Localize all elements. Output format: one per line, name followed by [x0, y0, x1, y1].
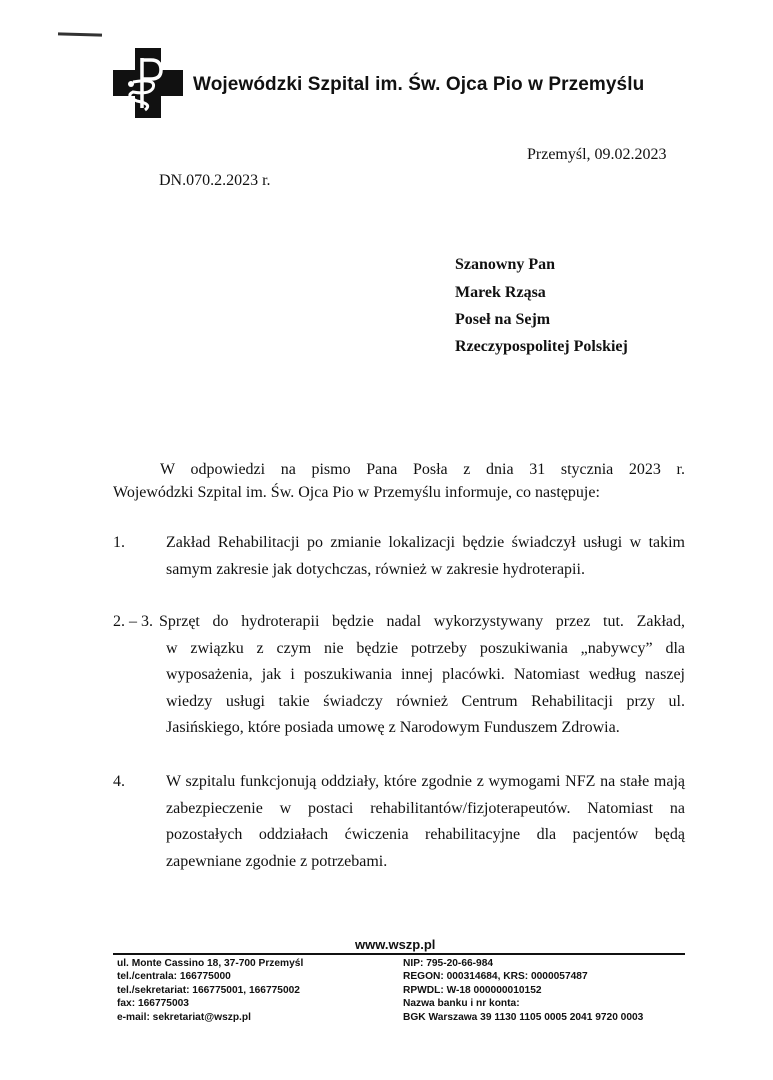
list-item-number: 2. – 3.	[113, 613, 153, 630]
footer-rpwdl: RPWDL: W-18 000000010152	[403, 984, 542, 996]
list-item-text: W szpitalu funkcjonują oddziały, które zgodnie z wymogami NFZ na stałe mają zabezpieczenie w postaci rehabilitantów/fizjoterapeutów. Natomiast na pozostałych oddziałach ćwiczenia rehabilitacyjne dla pacjentów będą zapewniane zgodnie z potrzebami.	[166, 773, 685, 870]
footer-website: www.wszp.pl	[355, 937, 436, 952]
list-item-text: w związku z czym nie będzie potrzeby poszukiwania „nabywcy” dla wyposażenia, jak i poszukiwania innej placówki. Natomiast według naszej wiedzy usługi takie świadczy również Centrum Rehabilitacji przy ul. Jasińskiego, które posiada umowę z Narodowym Funduszem Zdrowia.	[166, 639, 685, 736]
footer-bank-label: Nazwa banku i nr konta:	[403, 998, 520, 1010]
footer-address: ul. Monte Cassino 18, 37-700 Przemyśl	[117, 958, 304, 969]
footer-contact-info	[117, 957, 303, 1024]
scan-mark	[58, 32, 102, 36]
footer-divider	[113, 953, 685, 955]
footer-fax: fax: 166775003	[117, 998, 189, 1010]
addressee-title: Poseł na Sejm	[455, 311, 551, 328]
reference-number: DN.070.2.2023 r.	[159, 172, 271, 189]
addressee-salutation: Szanowny Pan	[455, 256, 556, 273]
list-item-first-line: Sprzęt do hydroterapii będzie nadal wykorzystywany przez tut. Zakład,	[159, 613, 685, 630]
footer-nip: NIP: 795-20-66-984	[403, 958, 494, 969]
list-item-number: 1.	[113, 534, 125, 551]
list-item-number: 4.	[113, 773, 125, 790]
intro-line-1: W odpowiedzi na pismo Pana Posła z dnia 31 stycznia 2023 r.	[160, 461, 685, 478]
addressee-country: Rzeczypospolitej Polskiej	[455, 338, 628, 355]
footer-phone-central: tel./centrala: 166775000	[117, 971, 231, 983]
footer-bank-account: BGK Warszawa 39 1130 1105 0005 2041 9720 0003	[403, 1011, 644, 1023]
list-item-text: Zakład Rehabilitacji po zmianie lokalizacji będzie świadczył usługi w takim samym zakresie jak dotychczas, również w zakresie hydroterapii.	[166, 534, 685, 578]
footer-registry-info	[403, 957, 643, 1024]
list-item	[113, 609, 685, 769]
letter-date: Przemyśl, 09.02.2023	[527, 146, 667, 163]
addressee-name: Marek Rząsa	[455, 284, 546, 301]
footer-phone-secretariat: tel./sekretariat: 166775001, 166775002	[117, 984, 300, 996]
list-item	[113, 769, 685, 879]
footer-regon-krs: REGON: 000314684, KRS: 0000057487	[403, 971, 588, 983]
footer-email: e-mail: sekretariat@wszp.pl	[117, 1011, 251, 1023]
list-item	[113, 530, 685, 610]
intro-line-2: Wojewódzki Szpital im. Św. Ojca Pio w Przemyślu informuje, co następuje:	[113, 484, 600, 501]
caduceus-cross-logo-icon	[113, 48, 183, 118]
hospital-name: Wojewódzki Szpital im. Św. Ojca Pio w Przemyślu	[193, 74, 645, 95]
